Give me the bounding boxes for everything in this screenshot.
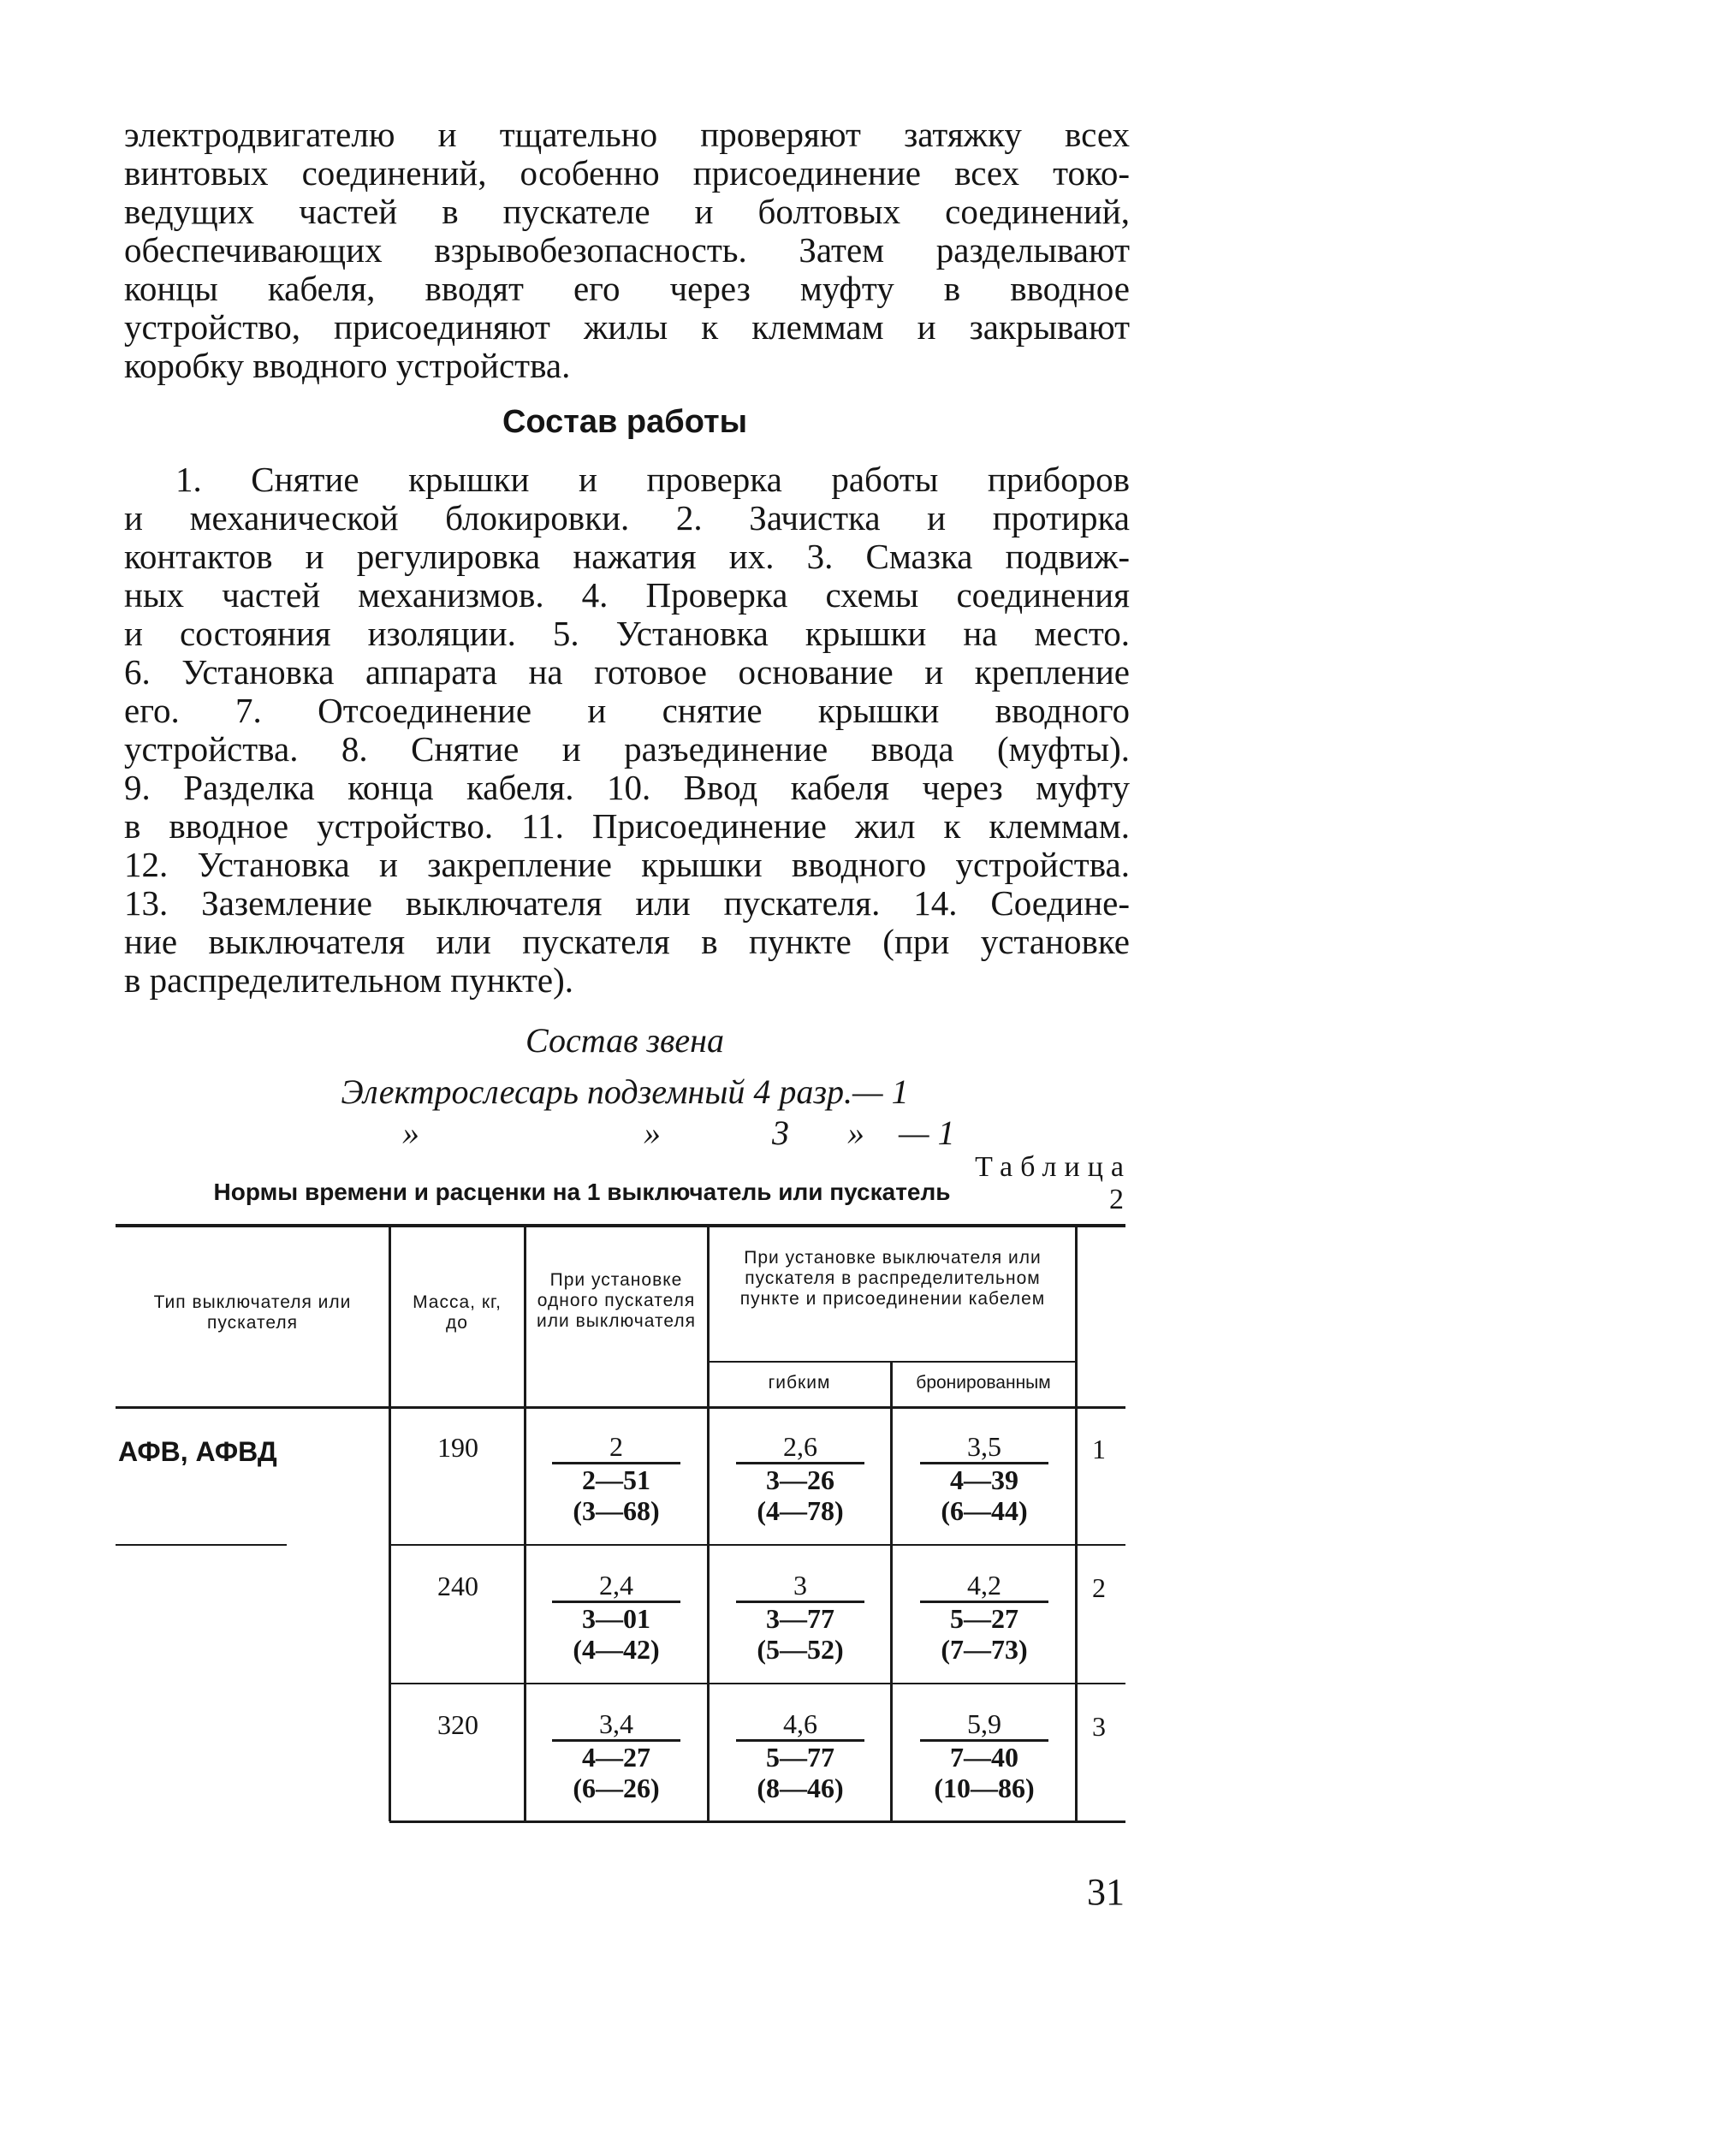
work-line: 1. Снятие крышки и проверка работы приборов xyxy=(175,460,1130,499)
work-line: в вводное устройство. 11. Присоединение жил к клеммам. xyxy=(124,806,1130,846)
crew-grade: 3 xyxy=(772,1114,789,1152)
intro-line: устройство, присоединяют жилы к клеммам и закрывают xyxy=(124,307,1130,347)
crew-line-1: Электрослесарь подземный 4 разр.— 1 xyxy=(341,1072,909,1111)
work-line: и механической блокировки. 2. Зачистка и протирка xyxy=(124,498,1130,538)
header-single: При установке одного пускателя или выключателя xyxy=(537,1270,696,1331)
intro-line: винтовых соединений, особенно присоединение всех токо- xyxy=(124,153,1130,193)
norm-single: 2,4 3—01 (4—42) xyxy=(543,1570,689,1665)
table-number: Таблица 2 xyxy=(975,1151,1131,1215)
header-distribution: При установке выключателя или пускателя в распределительном пункте и присоединении кабелем xyxy=(739,1248,1046,1309)
intro-line: ведущих частей в пускателе и болтовых соединений, xyxy=(124,192,1130,231)
work-line: ние выключателя или пускателя в пункте (при установке xyxy=(124,922,1130,961)
row-number: 2 xyxy=(1092,1572,1106,1603)
norm-single: 3,4 4—27 (6—26) xyxy=(543,1708,689,1803)
work-line: и состояния изоляции. 5. Установка крышки на место. xyxy=(124,614,1130,653)
row-number: 3 xyxy=(1092,1711,1106,1742)
work-line: 9. Разделка конца кабеля. 10. Ввод кабеля через муфту xyxy=(124,768,1130,807)
ditto-mark: » xyxy=(402,1114,419,1152)
row-number: 1 xyxy=(1092,1434,1106,1464)
header-armored: бронированным xyxy=(916,1373,1051,1393)
work-line: 13. Заземление выключателя или пускателя. 14. Соедине- xyxy=(124,883,1130,923)
heading-crew-composition: Состав звена xyxy=(525,1021,724,1060)
work-line: его. 7. Отсоединение и снятие крышки вводного xyxy=(124,691,1130,730)
work-list-paragraph xyxy=(124,460,1130,1000)
intro-line: концы кабеля, вводят его через муфту в вводное xyxy=(124,269,1130,308)
switch-type: АФВ, АФВД xyxy=(118,1436,277,1467)
work-line: 6. Установка аппарата на готовое основание и крепление xyxy=(124,652,1130,692)
heading-work-composition: Состав работы xyxy=(502,404,748,440)
norm-flexible: 2,6 3—26 (4—78) xyxy=(727,1431,873,1526)
work-line: в распределительном пункте). xyxy=(124,960,573,1000)
header-mass: Масса, кг, до xyxy=(413,1292,502,1333)
mass-value: 320 xyxy=(437,1709,478,1740)
norm-flexible: 4,6 5—77 (8—46) xyxy=(727,1708,873,1803)
header-type: Тип выключателя или пускателя xyxy=(153,1292,352,1333)
work-line: устройства. 8. Снятие и разъединение ввода (муфты). xyxy=(124,729,1130,769)
norm-single: 2 2—51 (3—68) xyxy=(543,1431,689,1526)
work-line: контактов и регулировка нажатия их. 3. Смазка подвиж- xyxy=(124,537,1130,576)
intro-line: электродвигателю и тщательно проверяют затяжку всех xyxy=(124,115,1130,154)
intro-line: обеспечивающих взрывобезопасность. Затем разделывают xyxy=(124,230,1130,270)
ditto-mark: » xyxy=(847,1114,864,1152)
norm-armored: 5,9 7—40 (10—86) xyxy=(912,1708,1057,1803)
work-line: 12. Установка и закрепление крышки вводного устройства. xyxy=(124,845,1130,884)
norm-flexible: 3 3—77 (5—52) xyxy=(727,1570,873,1665)
header-flexible: гибким xyxy=(768,1373,831,1393)
norm-armored: 3,5 4—39 (6—44) xyxy=(912,1431,1057,1526)
mass-value: 240 xyxy=(437,1571,478,1601)
intro-paragraph xyxy=(124,116,1130,385)
ditto-mark: » xyxy=(644,1114,661,1152)
page-number: 31 xyxy=(1087,1871,1125,1913)
mass-value: 190 xyxy=(437,1432,478,1463)
work-line: ных частей механизмов. 4. Проверка схемы соединения xyxy=(124,575,1130,615)
table-title: Нормы времени и расценки на 1 выключатель или пускатель xyxy=(213,1179,951,1205)
intro-line: коробку вводного устройства. xyxy=(124,346,571,385)
crew-count: — 1 xyxy=(899,1114,955,1152)
norm-armored: 4,2 5—27 (7—73) xyxy=(912,1570,1057,1665)
